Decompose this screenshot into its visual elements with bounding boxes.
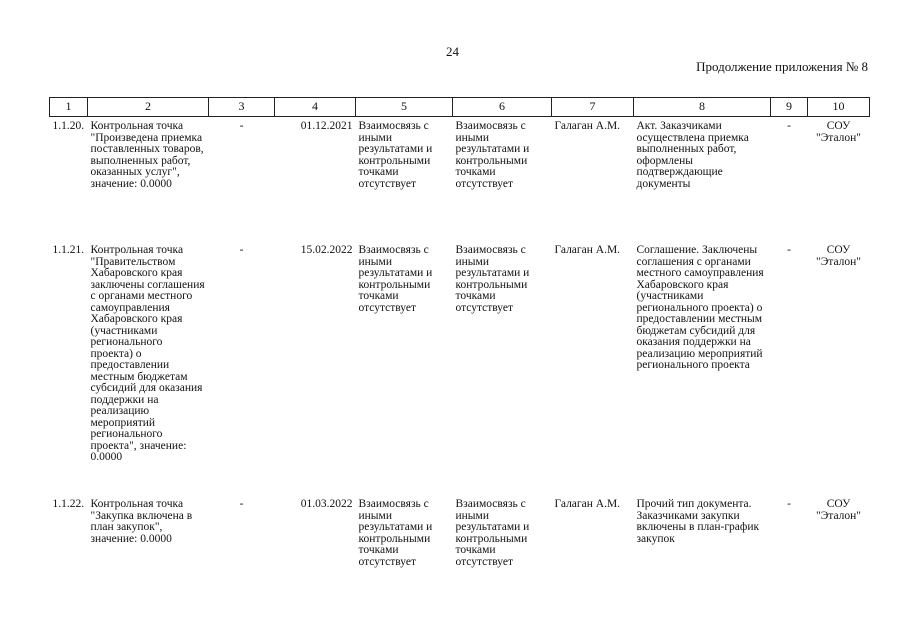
table-row (50, 117, 870, 242)
column-9-value: - (787, 244, 791, 256)
responsible-person: Галаган А.М. (554, 120, 621, 132)
column-3-value: - (239, 498, 244, 510)
appendix-continuation-label: Продолжение приложения № 8 (696, 59, 868, 74)
column-3-value: - (239, 120, 244, 132)
relation-previous: Взаимосвязь с иными результатами и контрольными точками отсутствует (358, 244, 433, 314)
document-description: Прочий тип документа. Заказчиками закупки включены в план-график закупок (636, 498, 760, 545)
information-system: СОУ "Эталон" (816, 244, 861, 268)
responsible-person: Галаган А.М. (554, 244, 621, 256)
column-header: 9 (771, 98, 808, 117)
responsible-person: Галаган А.М. (554, 498, 621, 510)
table-row (50, 495, 870, 599)
page-number: 24 (446, 44, 459, 59)
column-header: 6 (453, 98, 552, 117)
control-points-table (49, 97, 870, 599)
column-header: 3 (209, 98, 275, 117)
information-system: СОУ "Эталон" (816, 498, 861, 522)
document-description: Соглашение. Заключены соглашения с органами местного самоуправления Хабаровского края (участниками регионального проекта) о предоставлении местным бюджетам субсидий для оказания поддержки на реализацию мероприятий регионального проекта (636, 244, 764, 371)
relation-previous: Взаимосвязь с иными результатами и контрольными точками отсутствует (358, 498, 433, 568)
column-9-value: - (787, 120, 791, 132)
control-point-name: Контрольная точка "Правительством Хабаровского края заключены соглашения с органами местного самоуправления Хабаровского края (участниками регионального проекта) о предоставлении местным бюджетам субсидий для оказания поддержки на реализацию мероприятий регионального проекта", значение: 0.0000 (90, 244, 205, 463)
column-9-value: - (787, 498, 791, 510)
date-value: 01.03.2022 (300, 498, 353, 510)
control-point-name: Контрольная точка "Закупка включена в план закупок", значение: 0.0000 (90, 498, 193, 545)
column-header: 8 (634, 98, 771, 117)
date-value: 01.12.2021 (300, 120, 353, 132)
table-header-row (50, 98, 870, 117)
column-header: 1 (50, 98, 88, 117)
column-header: 4 (275, 98, 356, 117)
date-value: 15.02.2022 (300, 244, 353, 256)
table-row (50, 241, 870, 495)
relation-next: Взаимосвязь с иными результатами и контрольными точками отсутствует (455, 244, 530, 314)
column-3-value: - (239, 244, 244, 256)
relation-previous: Взаимосвязь с иными результатами и контрольными точками отсутствует (358, 120, 433, 190)
relation-next: Взаимосвязь с иными результатами и контрольными точками отсутствует (455, 120, 530, 190)
column-header: 10 (808, 98, 870, 117)
control-point-name: Контрольная точка "Произведена приемка поставленных товаров, выполненных работ, оказанных услуг", значение: 0.0000 (90, 120, 204, 190)
row-number: 1.1.21. (52, 244, 85, 256)
row-number: 1.1.20. (52, 120, 85, 132)
document-description: Акт. Заказчиками осуществлена приемка выполненных работ, оформлены подтверждающие документы (636, 120, 749, 190)
column-header: 7 (552, 98, 634, 117)
information-system: СОУ "Эталон" (816, 120, 861, 144)
relation-next: Взаимосвязь с иными результатами и контрольными точками отсутствует (455, 498, 530, 568)
column-header: 2 (88, 98, 209, 117)
row-number: 1.1.22. (52, 498, 85, 510)
column-header: 5 (356, 98, 453, 117)
